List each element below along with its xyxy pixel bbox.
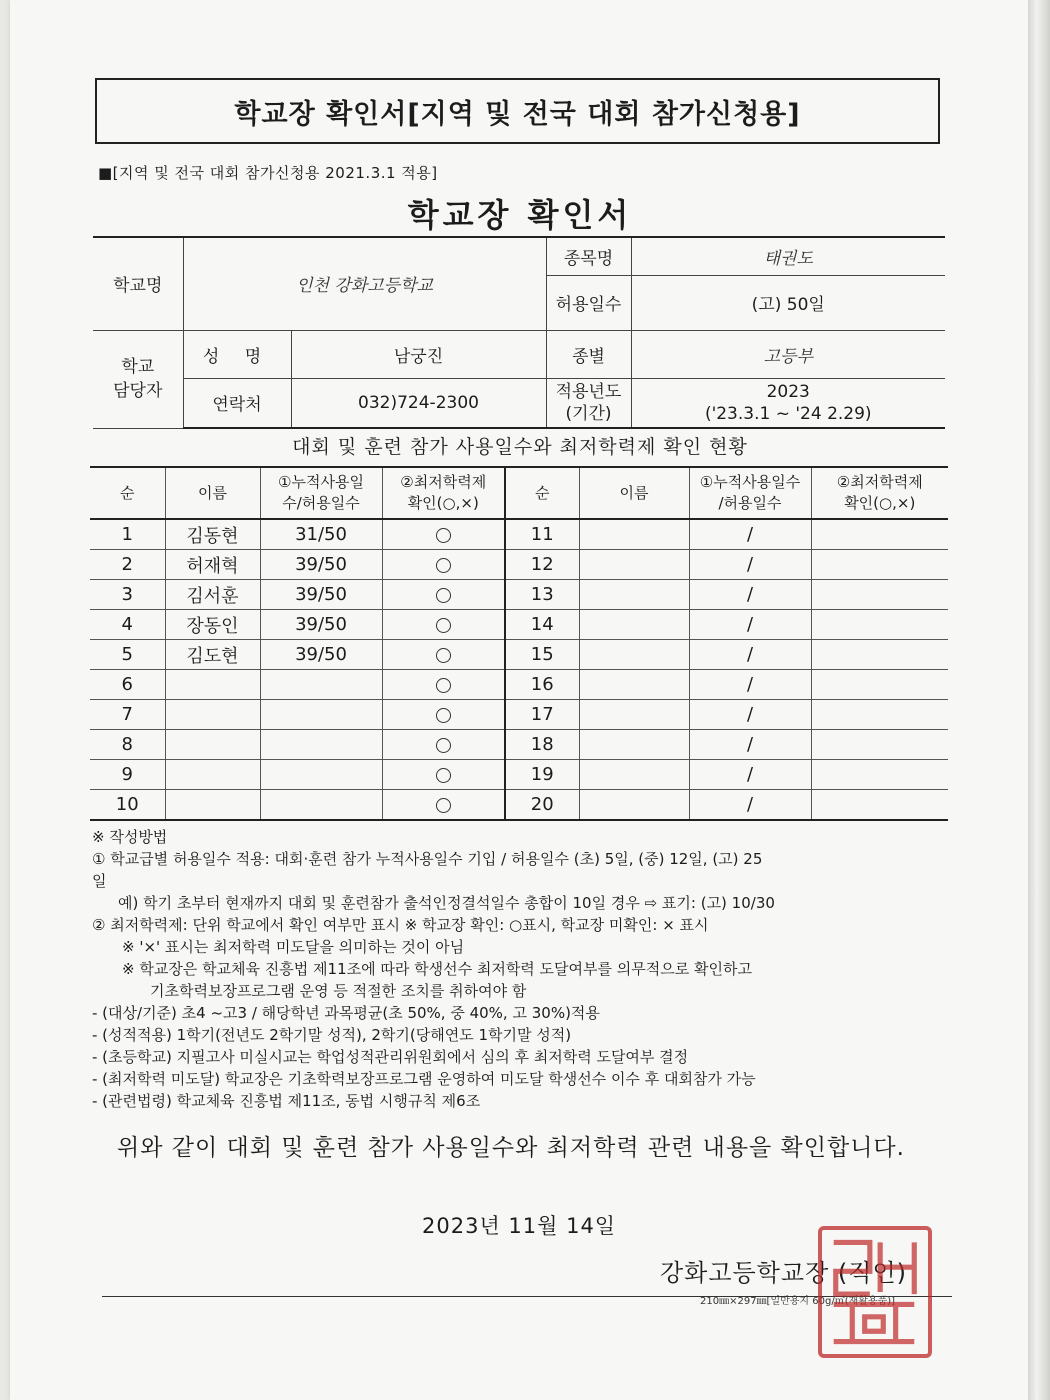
- usage-days-right: /: [689, 700, 811, 730]
- usage-days-right: /: [689, 760, 811, 790]
- academic-check: [382, 580, 505, 610]
- student-name: 김도현: [165, 640, 260, 670]
- student-name-right: [579, 519, 689, 550]
- instruction-line: ※ '×' 표시는 최저학력 미도달을 의미하는 것이 아님: [122, 938, 465, 956]
- usage-days: 39/50: [260, 640, 382, 670]
- academic-check-right: [811, 730, 948, 760]
- contact-label: 연락처: [183, 378, 291, 428]
- academic-check: [382, 640, 505, 670]
- allow-label: 허용일수: [546, 275, 631, 330]
- row-number: 4: [90, 610, 165, 640]
- academic-check: [382, 790, 505, 821]
- name-value: 남궁진: [291, 330, 546, 378]
- usage-days-right: /: [689, 670, 811, 700]
- circle-mark-icon: [436, 528, 451, 543]
- student-name-right: [579, 610, 689, 640]
- academic-check-right: [811, 610, 948, 640]
- usage-days: [260, 760, 382, 790]
- academic-check: [382, 670, 505, 700]
- table-row: [90, 790, 948, 821]
- academic-check-right: [811, 550, 948, 580]
- usage-days-right: /: [689, 580, 811, 610]
- academic-check: [382, 700, 505, 730]
- table-row: [90, 640, 948, 670]
- sport-label: 종목명: [546, 237, 631, 275]
- circle-mark-icon: [436, 678, 451, 693]
- row-number-right: 16: [505, 670, 579, 700]
- usage-days: [260, 790, 382, 821]
- apply-note: ■[지역 및 전국 대회 참가신청용 2021.3.1 적용]: [98, 164, 438, 182]
- principal-signature: 강화고등학교장 (직인): [660, 1259, 908, 1287]
- table-row: [90, 730, 948, 760]
- table-row: [90, 760, 948, 790]
- row-number-right: 20: [505, 790, 579, 821]
- table-row: [90, 550, 948, 580]
- student-name: 허재혁: [165, 550, 260, 580]
- academic-check-right: [811, 790, 948, 821]
- usage-days: 31/50: [260, 519, 382, 550]
- year-cell: [631, 378, 945, 428]
- student-name: [165, 670, 260, 700]
- instruction-line: - (관련법령) 학교체육 진흥법 제11조, 동법 시행규칙 제6조: [92, 1092, 481, 1110]
- student-name: [165, 700, 260, 730]
- row-number-right: 17: [505, 700, 579, 730]
- row-number-right: 18: [505, 730, 579, 760]
- row-number: 5: [90, 640, 165, 670]
- row-number-right: 15: [505, 640, 579, 670]
- usage-days-right: /: [689, 550, 811, 580]
- contact-value: 032)724-2300: [291, 378, 546, 428]
- instruction-line: ※ 학교장은 학교체육 진흥법 제11조에 따라 학생선수 최저학력 도달여부를 의무적으로 확인하고: [122, 960, 752, 978]
- table-row: [90, 580, 948, 610]
- sport-value: 태권도: [631, 237, 945, 275]
- issue-date: 2023년 11월 14일: [422, 1214, 617, 1238]
- usage-days: 39/50: [260, 580, 382, 610]
- instruction-line: 기초학력보장프로그램 운영 등 적절한 조치를 취하여야 함: [150, 982, 527, 1000]
- header-usage-right: ①누적사용일수 /허용일수: [689, 467, 811, 519]
- row-number: 3: [90, 580, 165, 610]
- school-label: 학교명: [93, 237, 183, 330]
- paper-spec: 210㎜×297㎜[일반용지 60g/㎡(재활용품)]: [700, 1296, 896, 1307]
- header-check-right: ②최저학력제 확인(○,×): [811, 467, 948, 519]
- row-number: 10: [90, 790, 165, 821]
- instruction-line: 예) 학기 초부터 현재까지 대회 및 훈련참가 출석인정결석일수 총합이 10일 경우 ⇨ 표기: (고) 10/30: [118, 894, 775, 912]
- student-name: 김동현: [165, 519, 260, 550]
- usage-days: 39/50: [260, 550, 382, 580]
- usage-days-right: /: [689, 519, 811, 550]
- student-name: 김서훈: [165, 580, 260, 610]
- row-number-right: 19: [505, 760, 579, 790]
- page-edge: [1028, 0, 1050, 1400]
- roster-header-row: [90, 467, 948, 519]
- student-name: 장동인: [165, 610, 260, 640]
- circle-mark-icon: [436, 558, 451, 573]
- year-value: 2023: [766, 381, 810, 402]
- page-title: 학교장 확인서: [407, 196, 633, 234]
- usage-days-right: /: [689, 640, 811, 670]
- academic-check: [382, 610, 505, 640]
- instruction-line: - (성적적용) 1학기(전년도 2학기말 성적), 2학기(당해연도 1학기말 성적): [92, 1026, 572, 1044]
- usage-days-right: /: [689, 790, 811, 821]
- academic-check-right: [811, 640, 948, 670]
- student-name-right: [579, 790, 689, 821]
- circle-mark-icon: [436, 618, 451, 633]
- row-number-right: 14: [505, 610, 579, 640]
- row-number: 8: [90, 730, 165, 760]
- row-number: 1: [90, 519, 165, 550]
- instruction-line: - (초등학교) 지필고사 미실시교는 학업성적관리위원회에서 심의 후 최저학력 도달여부 결정: [92, 1048, 689, 1066]
- academic-check-right: [811, 760, 948, 790]
- student-name-right: [579, 580, 689, 610]
- table-row: [90, 670, 948, 700]
- circle-mark-icon: [436, 708, 451, 723]
- student-name-right: [579, 730, 689, 760]
- academic-check: [382, 550, 505, 580]
- academic-check-right: [811, 580, 948, 610]
- school-info-table: [93, 236, 945, 429]
- student-name: [165, 730, 260, 760]
- instruction-line: - (대상/기준) 초4 ~고3 / 해당학년 과목평균(초 50%, 중 40%, 고 30%)적용: [92, 1004, 600, 1022]
- student-name-right: [579, 640, 689, 670]
- header-usage: ①누적사용일 수/허용일수: [260, 467, 382, 519]
- header-check: ②최저학력제 확인(○,×): [382, 467, 505, 519]
- row-number-right: 11: [505, 519, 579, 550]
- student-name-right: [579, 670, 689, 700]
- usage-days: [260, 730, 382, 760]
- writing-instructions: [92, 826, 962, 1112]
- school-value: 인천 강화고등학교: [183, 237, 546, 330]
- header-name-right: 이름: [579, 467, 689, 519]
- row-number: 6: [90, 670, 165, 700]
- period-value: ('23.3.1 ~ '24 2.29): [704, 403, 872, 424]
- circle-mark-icon: [436, 648, 451, 663]
- student-name: [165, 790, 260, 821]
- instruction-line: ① 학교급별 허용일수 적용: 대회·훈련 참가 누적사용일수 기입 / 허용일수 (초) 5일, (중) 12일, (고) 25: [92, 850, 763, 868]
- row-number-right: 13: [505, 580, 579, 610]
- academic-check: [382, 760, 505, 790]
- row-number: 2: [90, 550, 165, 580]
- circle-mark-icon: [436, 798, 451, 813]
- confirmation-statement: 위와 같이 대회 및 훈련 참가 사용일수와 최저학력 관련 내용을 확인합니다.: [117, 1135, 905, 1161]
- header-no-right: 순: [505, 467, 579, 519]
- header-name: 이름: [165, 467, 260, 519]
- table-row: [90, 519, 948, 550]
- roster-table: [90, 466, 948, 821]
- name-label: 성 명: [183, 330, 291, 378]
- header-no: 순: [90, 467, 165, 519]
- usage-days: 39/50: [260, 610, 382, 640]
- manager-label: 학교 담당자: [93, 330, 183, 428]
- student-name-right: [579, 550, 689, 580]
- instruction-line: ※ 작성방법: [92, 828, 168, 846]
- section-title: 대회 및 훈련 참가 사용일수와 최저학력제 확인 현황: [292, 436, 748, 458]
- academic-check-right: [811, 700, 948, 730]
- table-row: [90, 700, 948, 730]
- usage-days: [260, 670, 382, 700]
- instruction-line: - (최저학력 미도달) 학교장은 기초학력보장프로그램 운영하여 미도달 학생선수 이수 후 대회참가 가능: [92, 1070, 756, 1088]
- usage-days-right: /: [689, 610, 811, 640]
- student-name: [165, 760, 260, 790]
- banner-title: 학교장 확인서[지역 및 전국 대회 참가신청용]: [95, 78, 940, 144]
- student-name-right: [579, 760, 689, 790]
- document-page: [10, 0, 1030, 1400]
- usage-days-right: /: [689, 730, 811, 760]
- row-number-right: 12: [505, 550, 579, 580]
- instruction-line: 일: [92, 872, 107, 890]
- academic-check-right: [811, 519, 948, 550]
- row-number: 7: [90, 700, 165, 730]
- circle-mark-icon: [436, 738, 451, 753]
- allow-value: (고) 50일: [631, 275, 945, 330]
- official-seal-icon: [818, 1226, 932, 1358]
- year-label: 적용년도 (기간): [546, 378, 631, 428]
- instruction-line: ② 최저학력제: 단위 학교에서 확인 여부만 표시 ※ 학교장 확인: ○표시, 학교장 미확인: × 표시: [92, 916, 709, 934]
- table-row: [90, 610, 948, 640]
- usage-days: [260, 700, 382, 730]
- student-name-right: [579, 700, 689, 730]
- circle-mark-icon: [436, 588, 451, 603]
- division-label: 종별: [546, 330, 631, 378]
- division-value: 고등부: [631, 330, 945, 378]
- circle-mark-icon: [436, 768, 451, 783]
- academic-check: [382, 519, 505, 550]
- academic-check-right: [811, 670, 948, 700]
- academic-check: [382, 730, 505, 760]
- row-number: 9: [90, 760, 165, 790]
